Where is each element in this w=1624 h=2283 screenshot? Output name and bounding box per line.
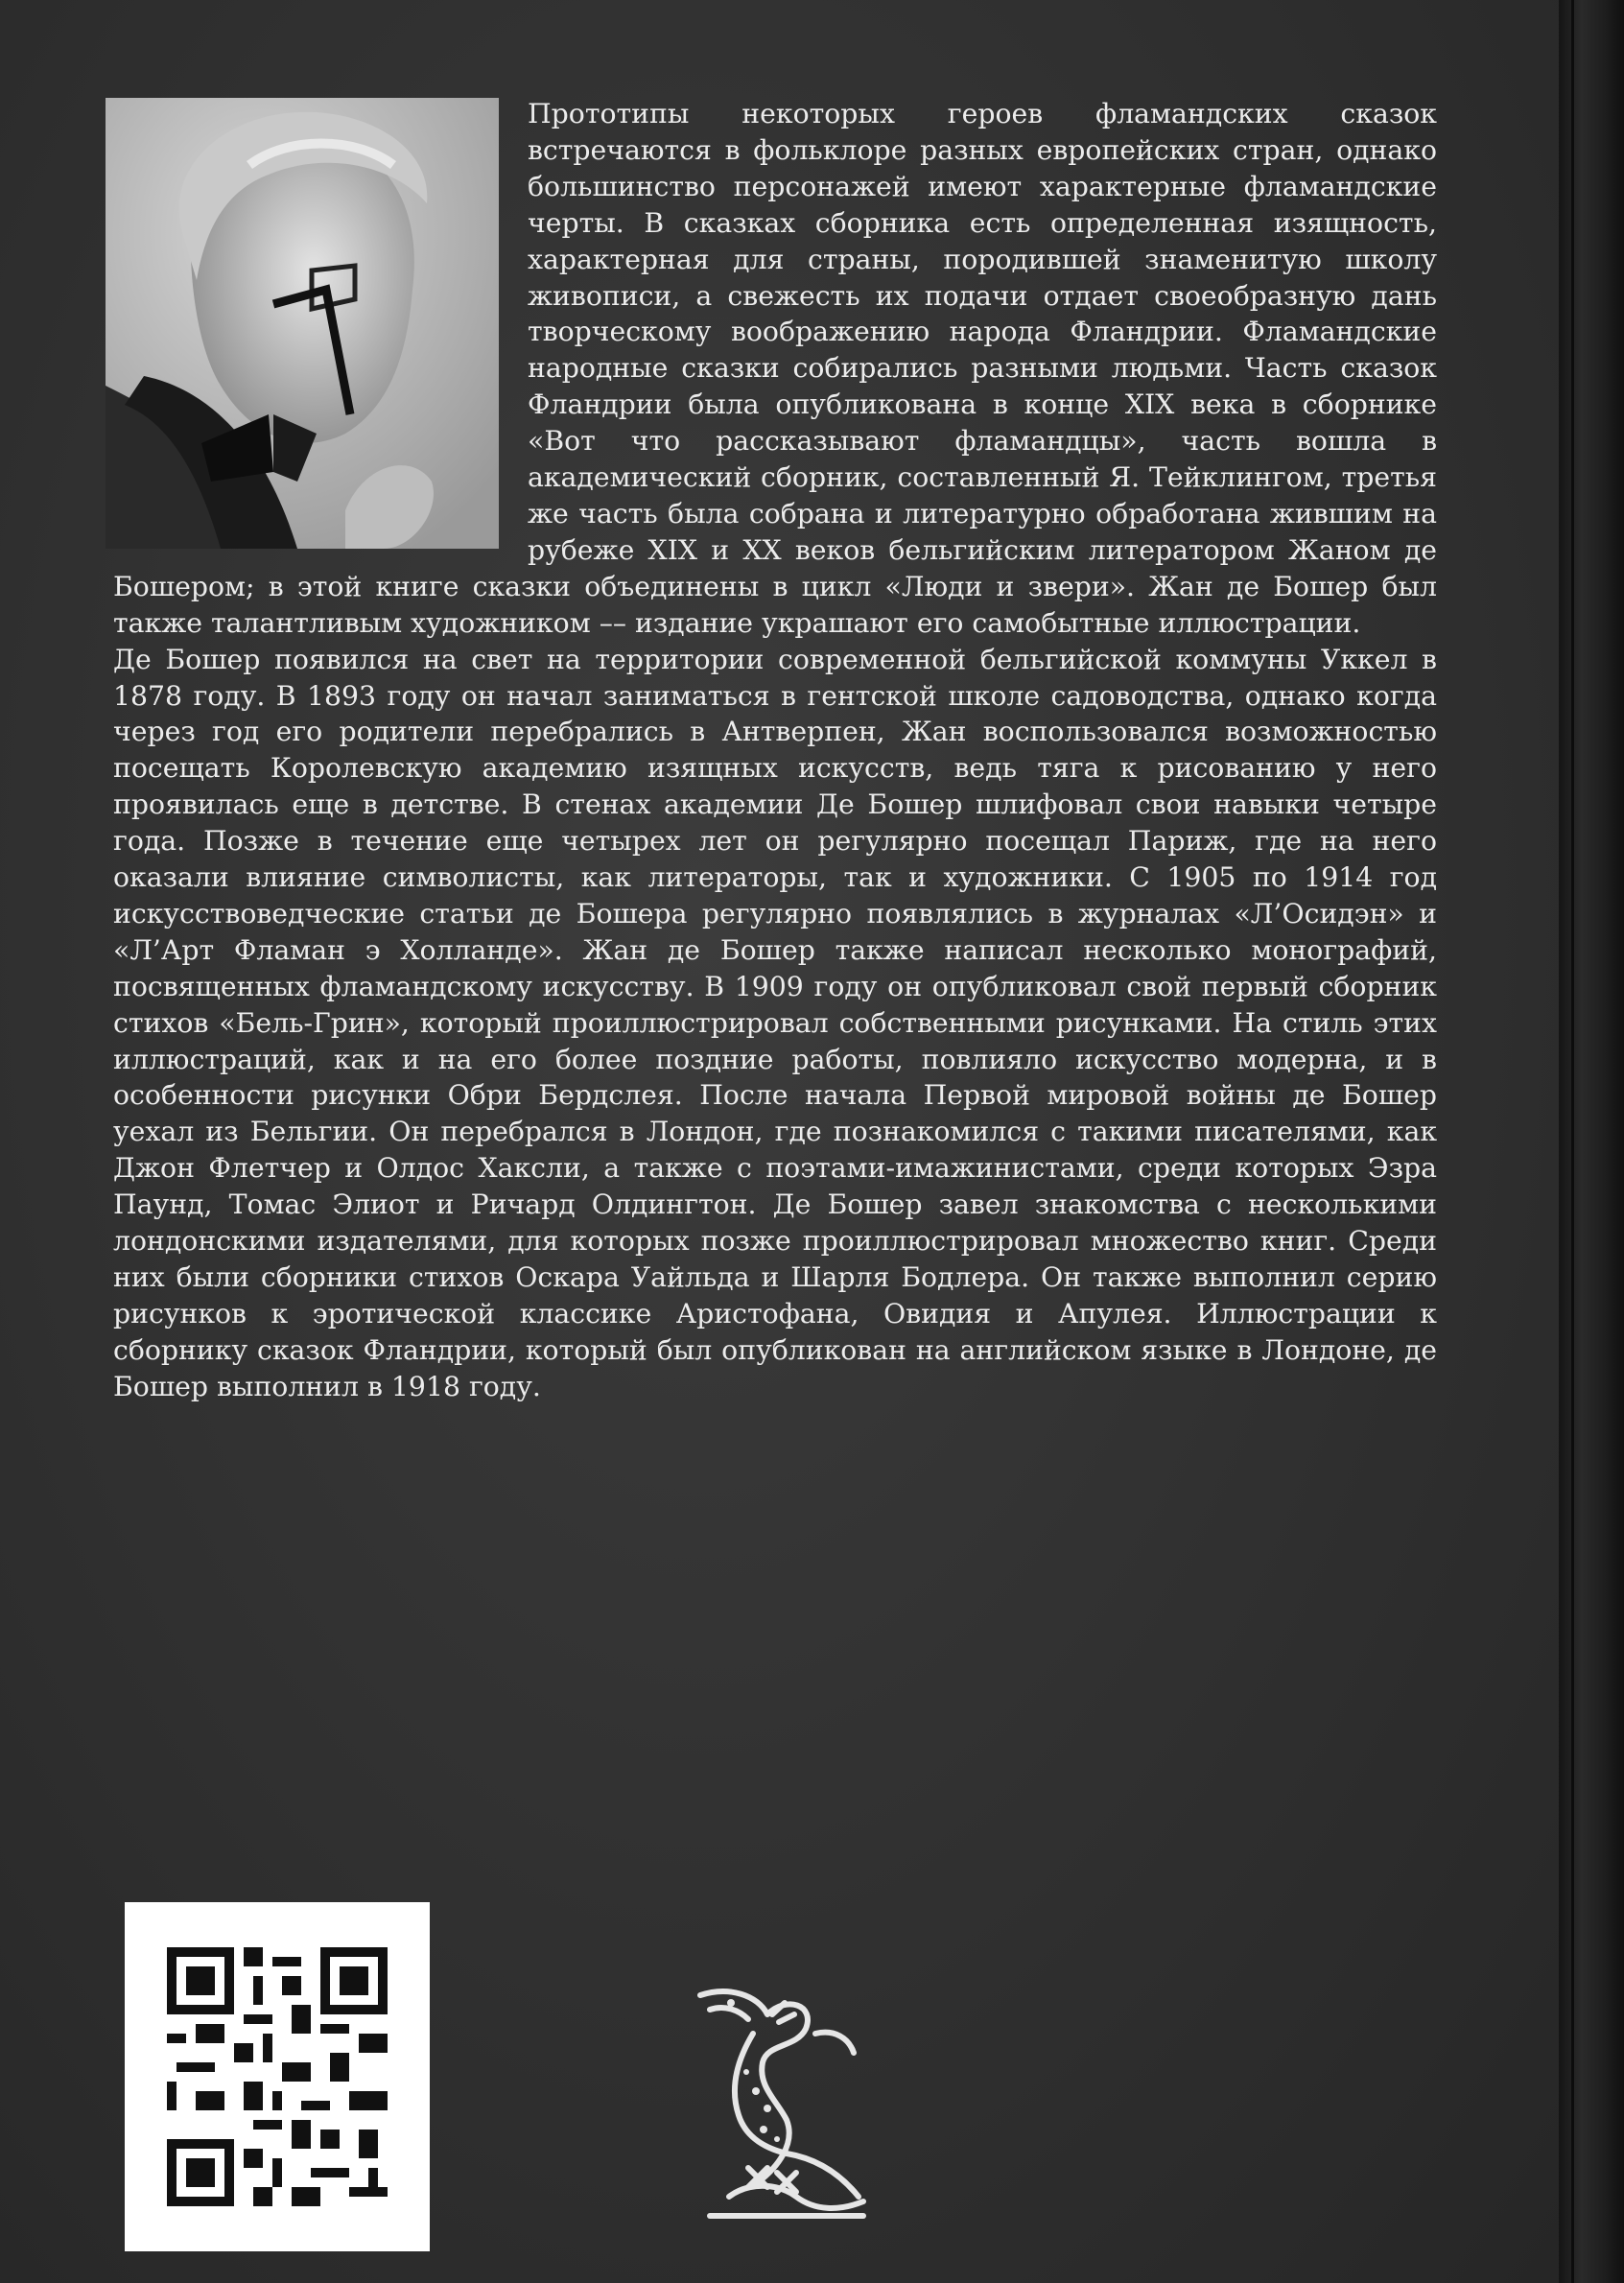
publisher-dragon-logo-icon (671, 1976, 892, 2225)
spine-groove (1571, 0, 1574, 2283)
cover-text-block (113, 96, 1437, 1405)
qr-code-icon (167, 1944, 388, 2209)
book-spine (1559, 0, 1624, 2283)
qr-code-panel (125, 1902, 430, 2251)
intro-paragraph: Прототипы некоторых героев фламандских сказок встречаются в фольклоре разных европейских стран, однако большинство персонажей имеют характерные фламандские черты. В сказках сборника есть определенная изящность, характерная для страны, породившей знаменитую школу живописи, а свежесть их подачи отдает своеобразную дань творческому воображению народа Фландрии. Фламандские народные сказки собирались разными людьми. Часть сказок Фландрии была опубликована в конце XIX века в сборнике «Вот что рассказывают фламандцы», часть вошла в академический сборник, составленный Я. Тейклингом, третья же часть была собрана и литературно обработана жившим на рубеже XIX и XX веков бельгийским литератором Жаном де Бошером; в этой книге сказки объединены в цикл «Люди и звери». Жан де Бошер был также талантливым художником –– издание украшают его самобытные иллюстрации. (113, 98, 1437, 639)
author-biography-paragraph: Де Бошер появился на свет на территории современной бельгийской коммуны Уккел в 1878 году. В 1893 году он начал заниматься в гентской школе садоводства, однако когда через год его родители перебрались в Антверпен, Жан воспользовался возможностью посещать Королевскую академию изящных искусств, ведь тяга к рисованию у него проявилась еще в детстве. В стенах академии Де Бошер шлифовал свои навыки четыре года. Позже в течение еще четырех лет он регулярно посещал Париж, где на него оказали влияние символисты, как литераторы, так и художники. С 1905 по 1914 год искусствоведческие статьи де Бошера регулярно появлялись в журналах «Л’Осидэн» и «Л’Арт Фламан э Холланде». Жан де Бошер также написал несколько монографий, посвященных фламандскому искусству. В 1909 году он опубликовал свой первый сборник стихов «Бель-Грин», который проиллюстрировал собственными рисунками. На стиль этих иллюстраций, как и на его более поздние работы, повлияло искусство модерна, и в особенности рисунки Обри Бердслея. После начала Первой мировой войны де Бошер уехал из Бельгии. Он перебрался в Лондон, где познакомился с такими писателями, как Джон Флетчер и Олдос Хаксли, а также с поэтами-имажинистами, среди которых Эзра Паунд, Томас Элиот и Ричард Олдингтон. Де Бошер завел знакомства с несколькими лондонскими издателями, для которых позже проиллюстрировал множество книг. Среди них были сборники стихов Оскара Уайльда и Шарля Бодлера. Он также выполнил серию рисунков к эротической классике Аристофана, Овидия и Апулея. Иллюстрации к сборнику сказок Фландрии, который был опубликован на английском языке в Лондоне, де Бошер выполнил в 1918 году. (113, 643, 1437, 1402)
photo-text-wrap-spacer (113, 96, 528, 562)
